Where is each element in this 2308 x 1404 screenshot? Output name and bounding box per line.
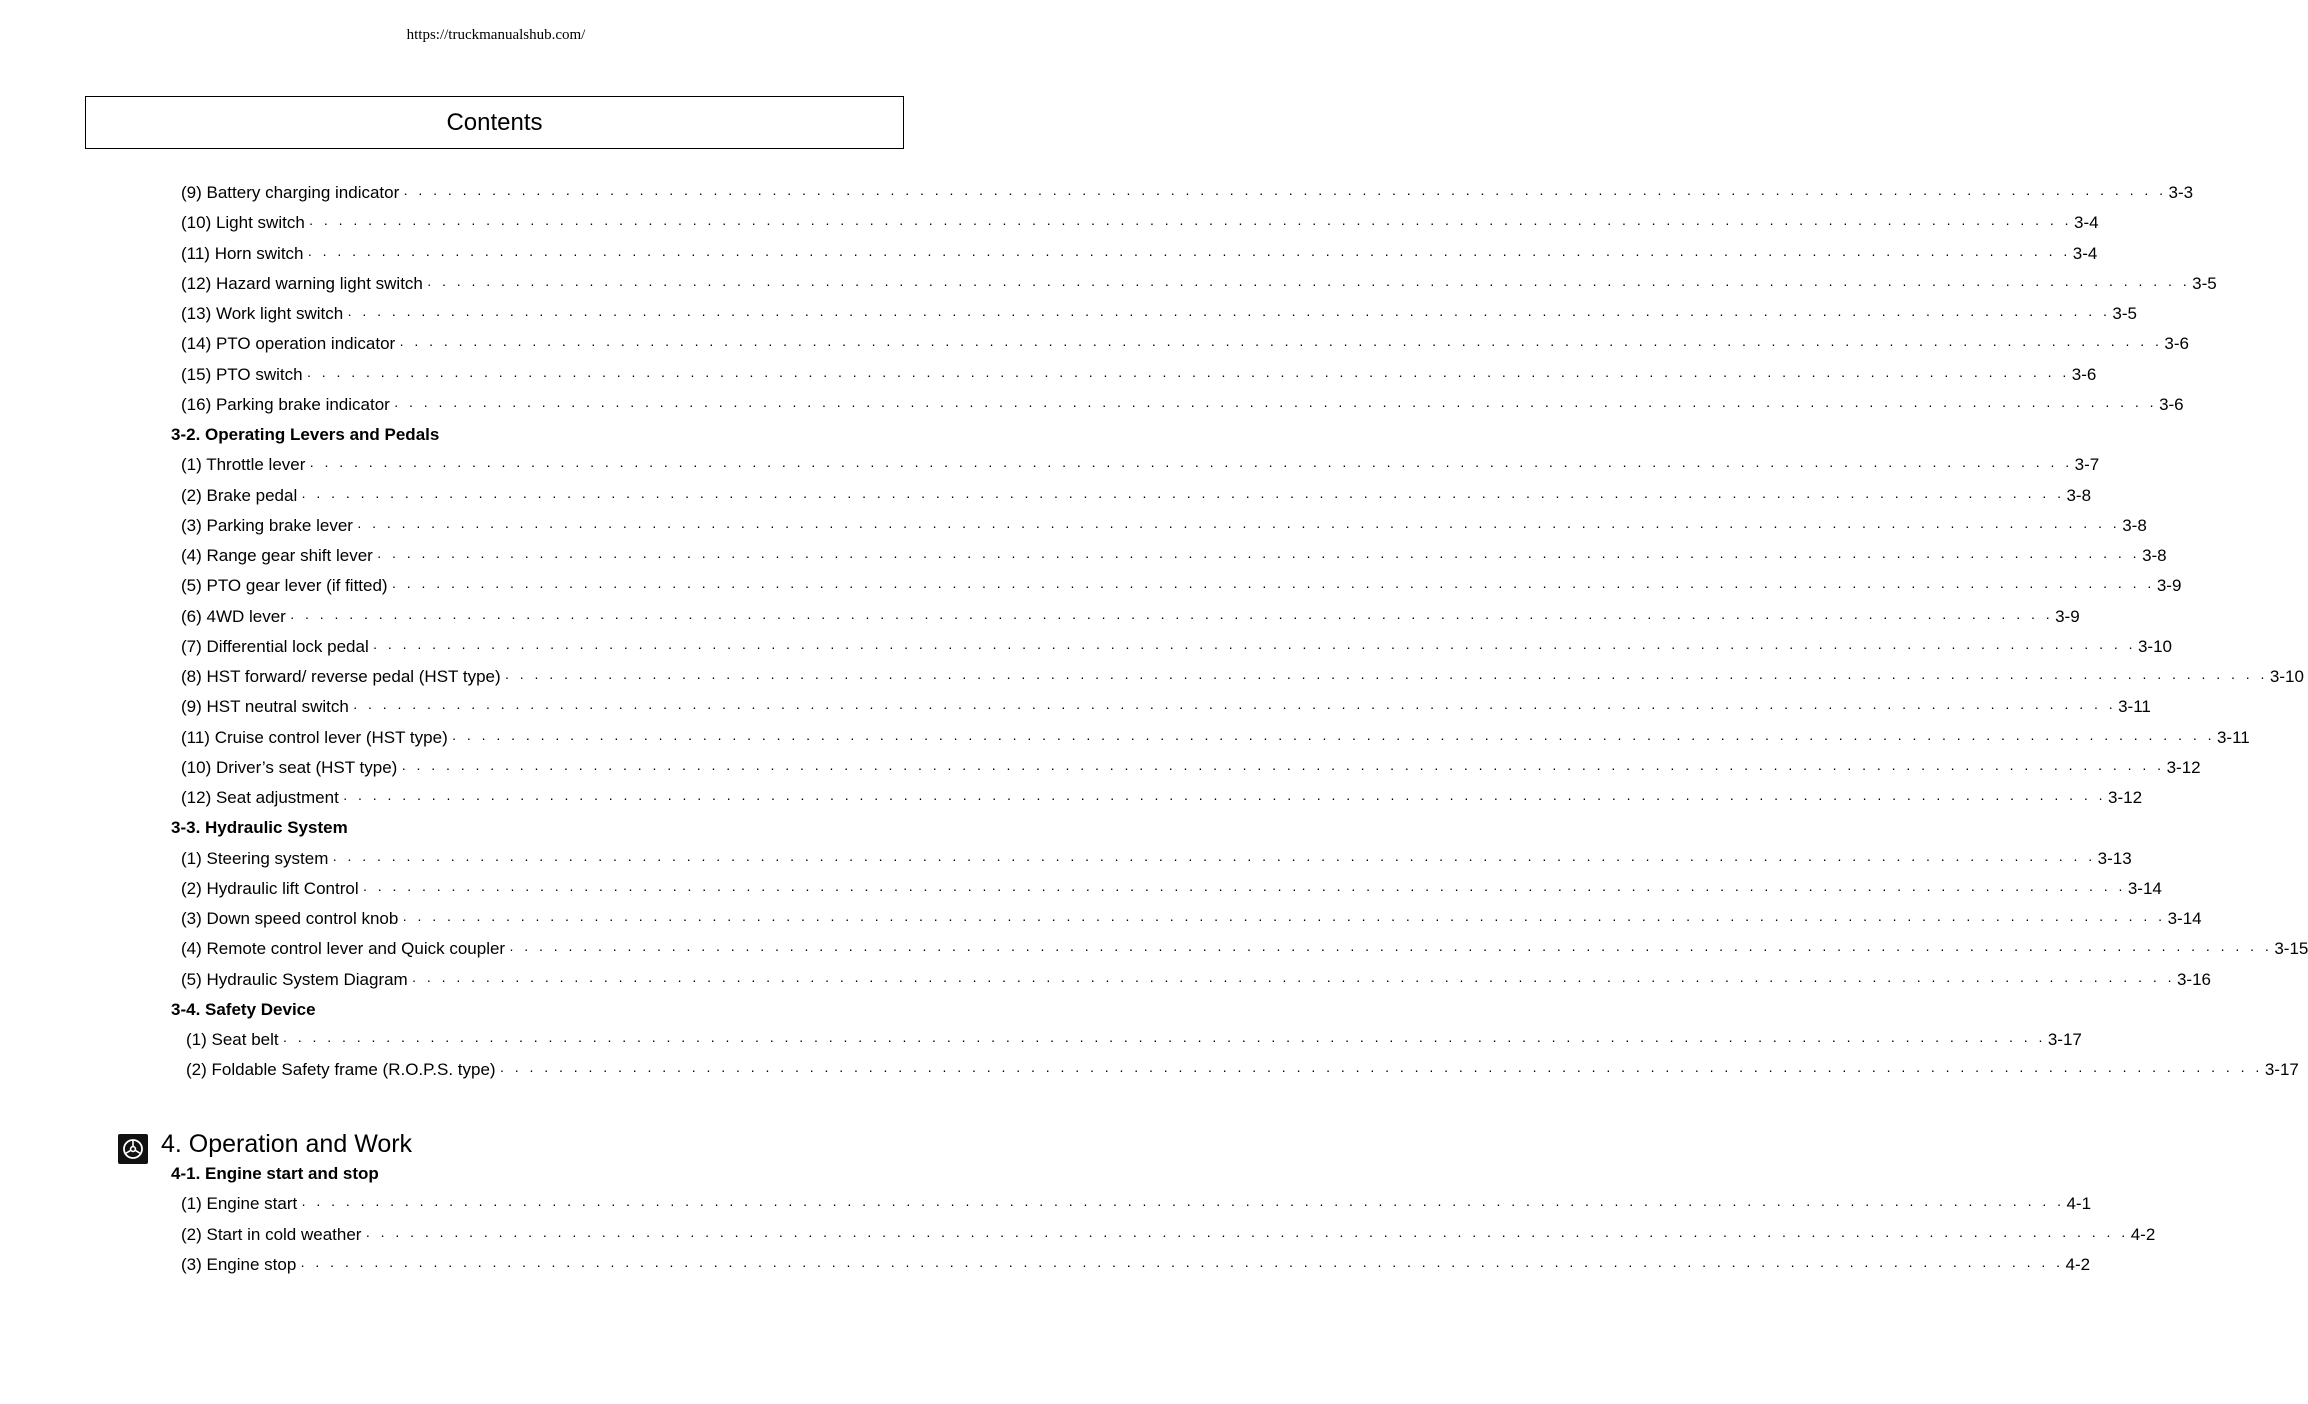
toc-entry-label: (12) Seat adjustment [181, 783, 343, 813]
toc-entry-page: 3-3 [2168, 183, 2194, 202]
toc-entry-label: (2) Start in cold weather [181, 1220, 365, 1250]
toc-row[interactable] [0, 178, 2194, 208]
toc-row[interactable] [0, 541, 2167, 571]
dot-leader: · · · · · · · · · · · · · · · · · · · · · · · · · · · · · · · · · · · · · · · · · · · · · · · · · · · · · · · · · · · · · · · · · · · · · · · · · · · · · · · · · · · · · · · · · · · · · · · · · · · · · · · · · · · · · · · · · · · · · · · · [307, 245, 2071, 262]
toc-row[interactable] [0, 1055, 2299, 1085]
toc-row[interactable] [0, 602, 2080, 632]
toc-row[interactable] [0, 390, 2184, 420]
toc-row[interactable] [0, 844, 2132, 874]
dot-leader: · · · · · · · · · · · · · · · · · · · · · · · · · · · · · · · · · · · · · · · · · · · · · · · · · · · · · · · · · · · · · · · · · · · · · · · · · · · · · · · · · · · · · · · · · · · · · · · · · · · · · · · · · · · · · · · · · · · · · · · · [504, 669, 2268, 685]
dot-leader: · · · · · · · · · · · · · · · · · · · · · · · · · · · · · · · · · · · · · · · · · · · · · · · · · · · · · · · · · · · · · · · · · · · · · · · · · · · · · · · · · · · · · · · · · · · · · · · · · · · · · · · · · · · · · · · · · · · · · · · · [347, 306, 2111, 322]
section-heading-row [0, 813, 992, 843]
toc-entry-page: 3-11 [2216, 727, 2250, 747]
toc-entry-label: (2) Foldable Safety frame (R.O.P.S. type) [186, 1055, 500, 1085]
toc-entry-page: 3-10 [2137, 636, 2172, 656]
dot-leader: · · · · · · · · · · · · · · · · · · · · · · · · · · · · · · · · · · · · · · · · · · · · · · · · · · · · · · · · · · · · · · · · · · · · · · · · · · · · · · · · · · · · · · · · · · · · · · · · · · · · · · · · · · · · · · · · · · · · · · · · [393, 396, 2158, 413]
toc-entry-page: 3-15 [2274, 939, 2308, 959]
toc-entry-label: (15) PTO switch [181, 360, 307, 390]
toc-row[interactable] [0, 934, 2308, 964]
toc-entry-label: (9) Battery charging indicator [181, 178, 403, 208]
toc-row[interactable] [0, 753, 2201, 783]
toc-entry-label: (6) 4WD lever [181, 602, 290, 632]
dot-leader: · · · · · · · · · · · · · · · · · · · · · · · · · · · · · · · · · · · · · · · · · · · · · · · · · · · · · · · · · · · · · · · · · · · · · · · · · · · · · · · · · · · · · · · · · · · · · · · · · · · · · · · · · · · · · · · · · · · · · · · · [306, 366, 2070, 383]
toc-entry-label: (1) Throttle lever [181, 450, 309, 480]
toc-row[interactable] [0, 208, 2099, 238]
toc-entry-page: 3-14 [2127, 878, 2162, 898]
toc-entry-page: 3-13 [2097, 848, 2132, 868]
dot-leader: · · · · · · · · · · · · · · · · · · · · · · · · · · · · · · · · · · · · · · · · · · · · · · · · · · · · · · · · · · · · · · · · · · · · · · · · · · · · · · · · · · · · · · · · · · · · · · · · · · · · · · · · · · · · · · · · · · · · · · · · [356, 517, 2121, 534]
dot-leader: · · · · · · · · · · · · · · · · · · · · · · · · · · · · · · · · · · · · · · · · · · · · · · · · · · · · · · · · · · · · · · · · · · · · · · · · · · · · · · · · · · · · · · · · · · · · · · · · · · · · · · · · · · · · · · · · · · · · · · · · [391, 578, 2155, 595]
toc-entry-page: 4-2 [2130, 1224, 2156, 1244]
toc-entry-label: (2) Hydraulic lift Control [181, 874, 363, 904]
dot-leader: · · · · · · · · · · · · · · · · · · · · · · · · · · · · · · · · · · · · · · · · · · · · · · · · · · · · · · · · · · · · · · · · · · · · · · · · · · · · · · · · · · · · · · · · · · · · · · · · · · · · · · · · · · · · · · · · · · · · · · · · [499, 1062, 2263, 1079]
toc-entry-label: (1) Engine start [181, 1189, 301, 1219]
toc-entry-label: (8) HST forward/ reverse pedal (HST type) [181, 662, 505, 692]
toc-entry-page: 3-8 [2142, 546, 2167, 565]
toc-entry-label: (14) PTO operation indicator [181, 329, 399, 359]
toc-entry-label: (12) Hazard warning light switch [181, 269, 427, 299]
dot-leader: · · · · · · · · · · · · · · · · · · · · · · · · · · · · · · · · · · · · · · · · · · · · · · · · · · · · · · · · · · · · · · · · · · · · · · · · · · · · · · · · · · · · · · · · · · · · · · · · · · · · · · · · · · · · · · · · · · · · · · · · [376, 548, 2141, 564]
toc-entry-page: 3-16 [2176, 969, 2211, 989]
contents-title-box [85, 96, 904, 149]
toc-entry-label: (13) Work light switch [181, 299, 347, 329]
toc-row[interactable] [0, 1250, 2091, 1280]
dot-leader: · · · · · · · · · · · · · · · · · · · · · · · · · · · · · · · · · · · · · · · · · · · · · · · · · · · · · · · · · · · · · · · · · · · · · · · · · · · · · · · · · · · · · · · · · · · · · · · · · · · · · · · · · · · · · · · · · · · · · · · · [309, 457, 2073, 474]
toc-entry-page: 3-12 [2166, 757, 2201, 777]
section-heading-row [0, 420, 992, 450]
section-heading-row [0, 1159, 992, 1189]
toc-row[interactable] [0, 481, 2092, 511]
dot-leader: · · · · · · · · · · · · · · · · · · · · · · · · · · · · · · · · · · · · · · · · · · · · · · · · · · · · · · · · · · · · · · · · · · · · · · · · · · · · · · · · · · · · · · · · · · · · · · · · · · · · · · · · · · · · · · · · · · · · · · · · [372, 638, 2136, 655]
toc-entry-page: 3-4 [2072, 243, 2098, 263]
toc-entry-label: (2) Brake pedal [181, 481, 301, 511]
toc-row[interactable] [0, 450, 2100, 480]
toc-entry-page: 3-11 [2118, 697, 2151, 717]
toc-entry-page: 3-5 [2112, 304, 2137, 323]
section-heading[interactable]: 3-2. Operating Levers and Pedals [171, 425, 440, 444]
toc-entry-label: (4) Range gear shift lever [181, 541, 377, 571]
toc-entry-label: (5) PTO gear lever (if fitted) [181, 571, 392, 601]
dot-leader: · · · · · · · · · · · · · · · · · · · · · · · · · · · · · · · · · · · · · · · · · · · · · · · · · · · · · · · · · · · · · · · · · · · · · · · · · · · · · · · · · · · · · · · · · · · · · · · · · · · · · · · · · · · · · · · · · · · · · · · · [300, 1256, 2064, 1273]
toc-entry-label: (1) Steering system [181, 844, 332, 874]
toc-entry-label: (7) Differential lock pedal [181, 632, 373, 662]
dot-leader: · · · · · · · · · · · · · · · · · · · · · · · · · · · · · · · · · · · · · · · · · · · · · · · · · · · · · · · · · · · · · · · · · · · · · · · · · · · · · · · · · · · · · · · · · · · · · · · · · · · · · · · · · · · · · · · · · · · · · · · · [401, 759, 2165, 776]
dot-leader: · · · · · · · · · · · · · · · · · · · · · · · · · · · · · · · · · · · · · · · · · · · · · · · · · · · · · · · · · · · · · · · · · · · · · · · · · · · · · · · · · · · · · · · · · · · · · · · · · · · · · · · · · · · · · · · · · · · · · · · · [426, 275, 2191, 292]
toc-entry-page: 3-17 [2047, 1030, 2082, 1049]
toc-row[interactable] [0, 269, 2217, 299]
toc-row[interactable] [0, 723, 2250, 753]
toc-entry-label: (3) Down speed control knob [181, 904, 402, 934]
toc-row[interactable] [0, 360, 2097, 390]
dot-leader: · · · · · · · · · · · · · · · · · · · · · · · · · · · · · · · · · · · · · · · · · · · · · · · · · · · · · · · · · · · · · · · · · · · · · · · · · · · · · · · · · · · · · · · · · · · · · · · · · · · · · · · · · · · · · · · · · · · · · · · · [301, 1196, 2065, 1213]
toc-row[interactable] [0, 239, 2098, 269]
toc-row[interactable] [0, 632, 2172, 662]
toc-entry-label: (1) Seat belt [186, 1025, 283, 1055]
toc-entry-page: 3-6 [2164, 334, 2189, 354]
dot-leader: · · · · · · · · · · · · · · · · · · · · · · · · · · · · · · · · · · · · · · · · · · · · · · · · · · · · · · · · · · · · · · · · · · · · · · · · · · · · · · · · · · · · · · · · · · · · · · · · · · · · · · · · · · · · · · · · · · · · · · · · [403, 185, 2167, 201]
toc-entry-page: 4-2 [2065, 1254, 2091, 1274]
dot-leader: · · · · · · · · · · · · · · · · · · · · · · · · · · · · · · · · · · · · · · · · · · · · · · · · · · · · · · · · · · · · · · · · · · · · · · · · · · · · · · · · · · · · · · · · · · · · · · · · · · · · · · · · · · · · · · · · · · · · · · · · [301, 487, 2065, 504]
toc-entry-label: (4) Remote control lever and Quick coupler [181, 934, 509, 964]
toc-entry-page: 3-5 [2192, 273, 2217, 293]
dot-leader: · · · · · · · · · · · · · · · · · · · · · · · · · · · · · · · · · · · · · · · · · · · · · · · · · · · · · · · · · · · · · · · · · · · · · · · · · · · · · · · · · · · · · · · · · · · · · · · · · · · · · · · · · · · · · · · · · · · · · · · · [342, 790, 2107, 806]
toc-row[interactable] [0, 1189, 2092, 1219]
toc-entry-label: (3) Parking brake lever [181, 511, 357, 541]
toc-row[interactable] [0, 511, 2147, 541]
toc-row[interactable] [0, 783, 2143, 813]
toc-row[interactable] [0, 874, 2162, 904]
toc-entry-page: 3-4 [2074, 213, 2099, 233]
dot-leader: · · · · · · · · · · · · · · · · · · · · · · · · · · · · · · · · · · · · · · · · · · · · · · · · · · · · · · · · · · · · · · · · · · · · · · · · · · · · · · · · · · · · · · · · · · · · · · · · · · · · · · · · · · · · · · · · · · · · · · · · [308, 215, 2073, 232]
toc-entry-page: 3-8 [2122, 515, 2147, 535]
toc-entry-page: 3-9 [2055, 606, 2080, 626]
toc-entry-page: 3-7 [2074, 455, 2100, 475]
source-url[interactable]: https://truckmanualshub.com/ [406, 27, 586, 43]
toc-entry-page: 3-10 [2269, 667, 2304, 686]
toc-row[interactable] [0, 299, 2137, 329]
toc-entry-label: (16) Parking brake indicator [181, 390, 394, 420]
toc-entry-page: 3-8 [2066, 485, 2092, 505]
toc-entry-label: (10) Light switch [181, 208, 309, 238]
toc-entry-page: 3-6 [2071, 364, 2097, 384]
toc-entry-label: (9) HST neutral switch [181, 692, 353, 722]
dot-leader: · · · · · · · · · · · · · · · · · · · · · · · · · · · · · · · · · · · · · · · · · · · · · · · · · · · · · · · · · · · · · · · · · · · · · · · · · · · · · · · · · · · · · · · · · · · · · · · · · · · · · · · · · · · · · · · · · · · · · · · · [365, 1226, 2129, 1243]
toc-entry-page: 3-14 [2167, 909, 2202, 928]
toc-entry-page: 3-12 [2108, 788, 2143, 807]
toc-row[interactable] [0, 571, 2182, 601]
toc-row[interactable] [0, 692, 2151, 722]
dot-leader: · · · · · · · · · · · · · · · · · · · · · · · · · · · · · · · · · · · · · · · · · · · · · · · · · · · · · · · · · · · · · · · · · · · · · · · · · · · · · · · · · · · · · · · · · · · · · · · · · · · · · · · · · · · · · · · · · · · · · · · · [399, 336, 2163, 353]
section-heading-row [0, 995, 992, 1025]
dot-leader: · · · · · · · · · · · · · · · · · · · · · · · · · · · · · · · · · · · · · · · · · · · · · · · · · · · · · · · · · · · · · · · · · · · · · · · · · · · · · · · · · · · · · · · · · · · · · · · · · · · · · · · · · · · · · · · · · · · · · · · · [332, 850, 2096, 867]
chapter-heading [118, 1124, 412, 1164]
page-title: Contents [446, 108, 543, 136]
toc-entry-page: 3-17 [2264, 1060, 2299, 1080]
dot-leader: · · · · · · · · · · · · · · · · · · · · · · · · · · · · · · · · · · · · · · · · · · · · · · · · · · · · · · · · · · · · · · · · · · · · · · · · · · · · · · · · · · · · · · · · · · · · · · · · · · · · · · · · · · · · · · · · · · · · · · · · [289, 608, 2054, 625]
dot-leader: · · · · · · · · · · · · · · · · · · · · · · · · · · · · · · · · · · · · · · · · · · · · · · · · · · · · · · · · · · · · · · · · · · · · · · · · · · · · · · · · · · · · · · · · · · · · · · · · · · · · · · · · · · · · · · · · · · · · · · · · [451, 729, 2215, 746]
dot-leader: · · · · · · · · · · · · · · · · · · · · · · · · · · · · · · · · · · · · · · · · · · · · · · · · · · · · · · · · · · · · · · · · · · · · · · · · · · · · · · · · · · · · · · · · · · · · · · · · · · · · · · · · · · · · · · · · · · · · · · · · [509, 941, 2273, 958]
toc-chapter-4 [0, 1159, 2156, 1280]
dot-leader: · · · · · · · · · · · · · · · · · · · · · · · · · · · · · · · · · · · · · · · · · · · · · · · · · · · · · · · · · · · · · · · · · · · · · · · · · · · · · · · · · · · · · · · · · · · · · · · · · · · · · · · · · · · · · · · · · · · · · · · · [402, 911, 2166, 927]
toc-entry-page: 3-6 [2159, 394, 2184, 414]
section-heading[interactable]: 3-3. Hydraulic System [171, 818, 348, 838]
toc-row[interactable] [0, 662, 2304, 692]
toc-entry-label: (10) Driver’s seat (HST type) [181, 753, 401, 783]
chapter-title[interactable]: 4. Operation and Work [161, 1129, 413, 1158]
toc-row[interactable] [0, 1025, 2082, 1055]
toc-row[interactable] [0, 1220, 2156, 1250]
dot-leader: · · · · · · · · · · · · · · · · · · · · · · · · · · · · · · · · · · · · · · · · · · · · · · · · · · · · · · · · · · · · · · · · · · · · · · · · · · · · · · · · · · · · · · · · · · · · · · · · · · · · · · · · · · · · · · · · · · · · · · · · [362, 880, 2126, 897]
toc-row[interactable] [0, 904, 2202, 934]
dot-leader: · · · · · · · · · · · · · · · · · · · · · · · · · · · · · · · · · · · · · · · · · · · · · · · · · · · · · · · · · · · · · · · · · · · · · · · · · · · · · · · · · · · · · · · · · · · · · · · · · · · · · · · · · · · · · · · · · · · · · · · · [352, 699, 2117, 716]
toc-entry-label: (3) Engine stop [181, 1250, 300, 1280]
dot-leader: · · · · · · · · · · · · · · · · · · · · · · · · · · · · · · · · · · · · · · · · · · · · · · · · · · · · · · · · · · · · · · · · · · · · · · · · · · · · · · · · · · · · · · · · · · · · · · · · · · · · · · · · · · · · · · · · · · · · · · · · [282, 1032, 2046, 1048]
toc-row[interactable] [0, 329, 2189, 359]
section-heading[interactable]: 3-4. Safety Device [171, 999, 316, 1019]
section-heading[interactable]: 4-1. Engine start and stop [171, 1164, 379, 1183]
toc-chapter-3 [0, 178, 2308, 1086]
toc-entry-page: 4-1 [2066, 1194, 2092, 1214]
toc-entry-label: (11) Cruise control lever (HST type) [181, 723, 452, 753]
toc-row[interactable] [0, 965, 2211, 995]
toc-entry-label: (11) Horn switch [181, 239, 308, 269]
dot-leader: · · · · · · · · · · · · · · · · · · · · · · · · · · · · · · · · · · · · · · · · · · · · · · · · · · · · · · · · · · · · · · · · · · · · · · · · · · · · · · · · · · · · · · · · · · · · · · · · · · · · · · · · · · · · · · · · · · · · · · · · [411, 971, 2175, 988]
toc-entry-label: (5) Hydraulic System Diagram [181, 965, 412, 995]
toc-entry-page: 3-9 [2156, 576, 2182, 596]
